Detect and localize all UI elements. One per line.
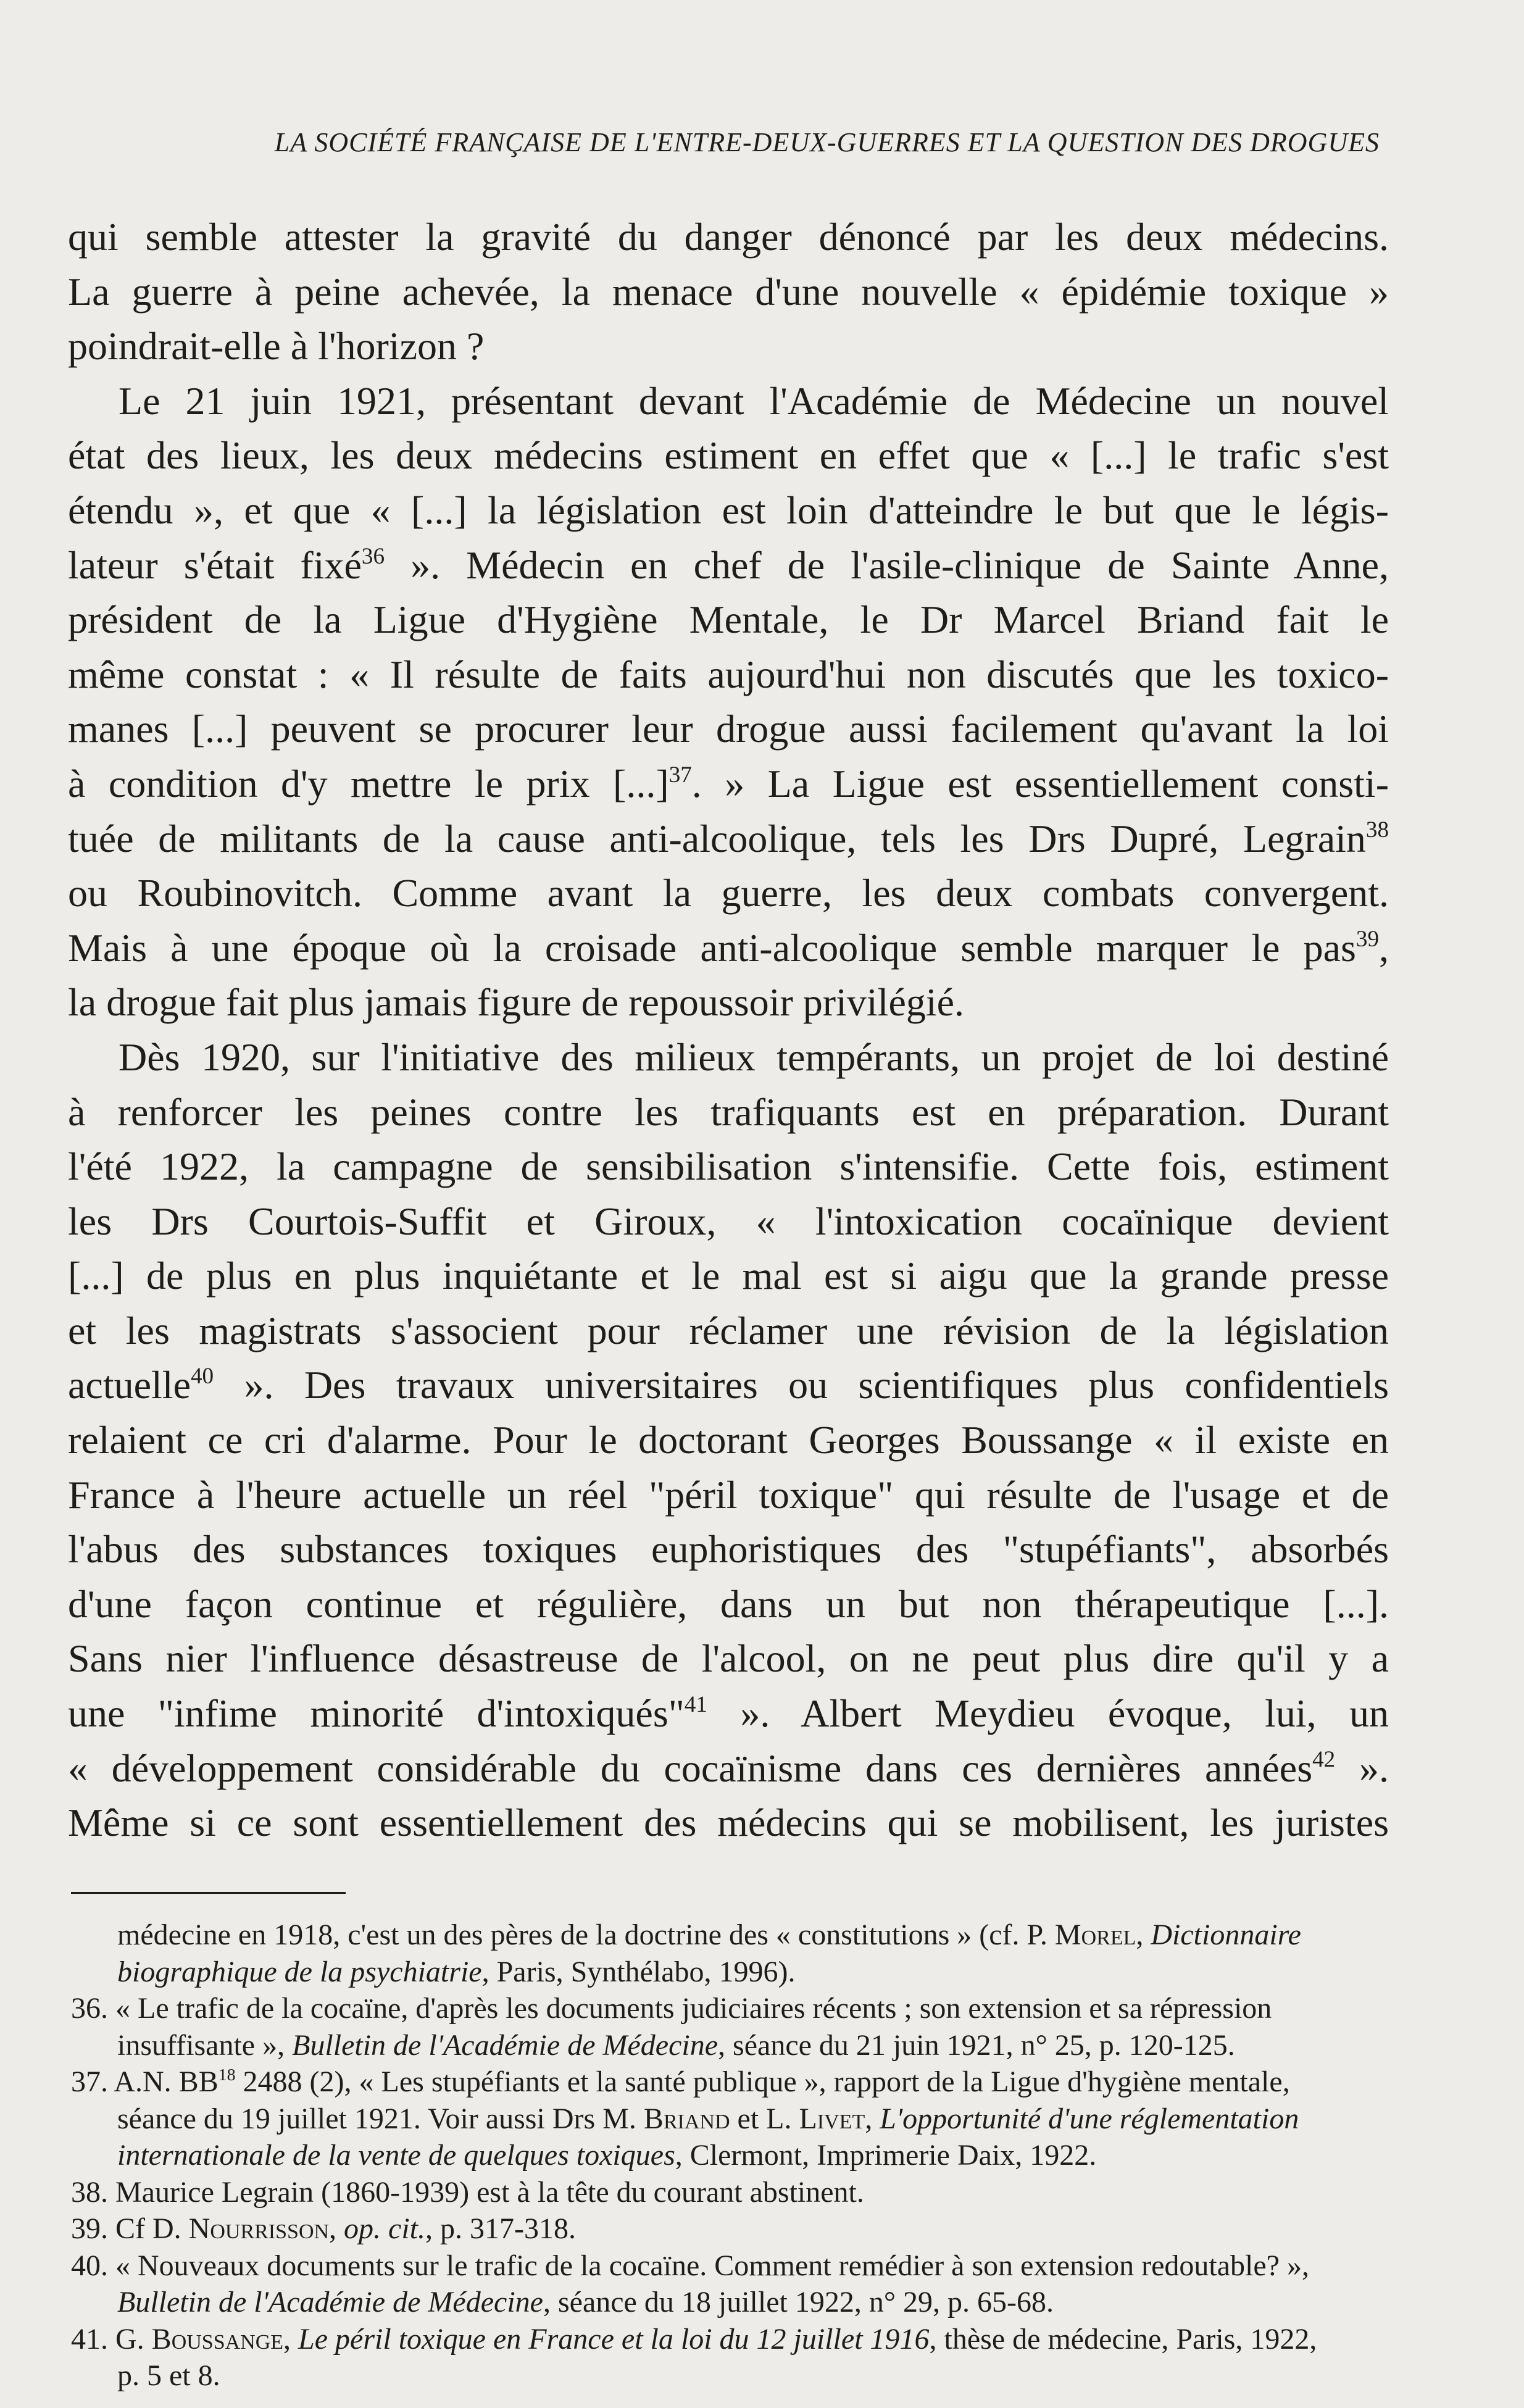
text-run: , thèse de médecine, Paris, 1922, xyxy=(929,2322,1317,2356)
footnote-ref[interactable]: 36 xyxy=(361,543,385,569)
footnote-ref[interactable]: 37 xyxy=(668,762,692,788)
text-run: , p. 317-318. xyxy=(425,2212,577,2245)
text-run: tuée de militants de la cause anti-alcoolique, tels les Drs Dupré, Legrain xyxy=(68,816,1366,860)
title-italic: biographique de la psychiatrie xyxy=(117,1955,482,1988)
footnote-line xyxy=(71,2284,1417,2321)
text-line: Sans nier l'influence désastreuse de l'alcool, on ne peut plus dire qu'il y a xyxy=(68,1636,1389,1681)
title-italic: Bulletin de l'Académie de Médecine xyxy=(292,2028,718,2062)
text-line: les Drs Courtois-Suffit et Giroux, « l'intoxication cocaïnique devient xyxy=(68,1199,1389,1243)
text-line: [...] de plus en plus inquiétante et le mal est si aigu que la grande presse xyxy=(68,1254,1389,1298)
text-line xyxy=(68,1741,1389,1796)
text-line: poindrait-elle à l'horizon ? xyxy=(68,324,485,369)
text-run: « développement considérable du cocaïnisme dans ces dernières années xyxy=(68,1746,1313,1790)
footnote-41 xyxy=(71,2321,1417,2358)
text-run: 39. Cf D. xyxy=(71,2212,189,2245)
text-run: séance du 19 juillet 1921. Voir aussi Drs M. xyxy=(117,2102,644,2135)
text-run: , Paris, Synthélabo, 1996). xyxy=(481,1955,796,1988)
footnote-40: 40. « Nouveaux documents sur le trafic de la cocaïne. Comment remédier à son extension redoutable? », xyxy=(71,2249,1309,2282)
author-name: Morel xyxy=(1054,1918,1136,1951)
paragraph-start: Dès 1920, sur l'initiative des milieux tempérants, un projet de loi destiné xyxy=(119,1035,1389,1079)
text-run: actuelle xyxy=(68,1363,191,1407)
text-line: étendu », et que « [...] la législation est loin d'atteindre le but que le légis- xyxy=(68,488,1389,532)
text-line: France à l'heure actuelle un réel "péril toxique" qui résulte de l'usage et de xyxy=(68,1472,1389,1517)
text-line: manes [...] peuvent se procurer leur drogue aussi facilement qu'avant la loi xyxy=(68,707,1389,751)
title-italic: internationale de la vente de quelques toxiques xyxy=(117,2139,675,2172)
text-run: insuffisante », xyxy=(117,2028,293,2062)
footnote-line: p. 5 et 8. xyxy=(117,2359,220,2392)
paragraph-start: Le 21 juin 1921, présentant devant l'Académie de Médecine un nouvel xyxy=(119,378,1389,423)
text-run: , xyxy=(1379,925,1389,970)
footnote-37 xyxy=(71,2064,1417,2101)
text-line: à renforcer les peines contre les trafiquants est en préparation. Durant xyxy=(68,1089,1389,1134)
footnote-line xyxy=(71,1954,1417,1991)
text-run: une "infime minorité d'intoxiqués" xyxy=(68,1691,685,1736)
text-run: Mais à une époque où la croisade anti-alcoolique semble marquer le pas xyxy=(68,925,1356,970)
text-line xyxy=(68,1686,1389,1741)
footnote-ref[interactable]: 42 xyxy=(1312,1746,1336,1772)
footnote-38: 38. Maurice Legrain (1860-1939) est à la tête du courant abstinent. xyxy=(71,2175,864,2209)
text-line: l'abus des substances toxiques euphoristiques des "stupéfiants", absorbés xyxy=(68,1527,1389,1572)
text-run: , xyxy=(329,2212,344,2245)
footnote-line xyxy=(71,2137,1417,2174)
text-line xyxy=(68,757,1389,812)
footnote-39 xyxy=(71,2210,1417,2248)
author-name: Boussange xyxy=(151,2322,284,2356)
footnote-ref[interactable]: 40 xyxy=(190,1364,214,1389)
text-line xyxy=(68,538,1389,593)
text-line xyxy=(68,812,1389,867)
text-line xyxy=(68,921,1389,976)
text-line: même constat : « Il résulte de faits aujourd'hui non discutés que les toxico- xyxy=(68,652,1389,696)
text-line: relaient ce cri d'alarme. Pour le doctorant Georges Boussange « il existe en xyxy=(68,1418,1389,1462)
author-name: Nourrisson xyxy=(188,2212,330,2245)
footnote-ref[interactable]: 38 xyxy=(1365,817,1389,843)
title-italic: op. cit. xyxy=(344,2212,426,2245)
text-line xyxy=(68,1358,1389,1413)
text-run: ». Médecin en chef de l'asile-clinique de Sainte Anne, xyxy=(385,543,1389,587)
text-line: la drogue fait plus jamais figure de repoussoir privilégié. xyxy=(68,980,965,1025)
footnotes xyxy=(71,1917,1417,2394)
text-run: 41. G. xyxy=(71,2322,152,2356)
text-line: qui semble attester la gravité du danger dénoncé par les deux médecins. xyxy=(68,215,1389,259)
text-line: d'une façon continue et régulière, dans un but non thérapeutique [...]. xyxy=(68,1581,1389,1626)
text-run: , séance du 18 juillet 1922, n° 29, p. 65-68. xyxy=(543,2286,1054,2318)
text-run: ». Des travaux universitaires ou scientifiques plus confidentiels xyxy=(214,1363,1389,1407)
text-run: , xyxy=(1136,1918,1151,1951)
text-line: Même si ce sont essentiellement des médecins qui se mobilisent, les juristes xyxy=(68,1801,1389,1845)
footnote-ref[interactable]: 41 xyxy=(684,1691,707,1717)
text-line: ou Roubinovitch. Comme avant la guerre, les deux combats convergent. xyxy=(68,871,1389,915)
text-line: président de la Ligue d'Hygiène Mentale, le Dr Marcel Briand fait le xyxy=(68,598,1389,642)
title-italic: Dictionnaire xyxy=(1151,1918,1301,1951)
text-run: lateur s'était fixé xyxy=(68,543,362,587)
title-italic: L'opportunité d'une réglementation xyxy=(880,2102,1299,2135)
footnote-separator xyxy=(71,1892,346,1894)
text-line: et les magistrats s'associent pour réclamer une révision de la législation xyxy=(68,1308,1389,1352)
footnote-line xyxy=(71,2027,1417,2064)
footnote-36: 36. « Le trafic de la cocaïne, d'après les documents judiciaires récents ; son extension et sa répression xyxy=(71,1992,1272,2025)
text-run: , xyxy=(283,2322,299,2356)
text-line: état des lieux, les deux médecins estiment en effet que « [...] le trafic s'est xyxy=(68,433,1389,478)
footnote-line xyxy=(71,1917,1417,1954)
series-superscript: 18 xyxy=(218,2065,236,2085)
text-run: . » La Ligue est essentiellement consti- xyxy=(691,761,1389,806)
footnote-ref[interactable]: 39 xyxy=(1355,926,1379,952)
author-name: Livet xyxy=(799,2102,865,2135)
title-italic: Le péril toxique en France et la loi du 12 juillet 1916 xyxy=(298,2322,930,2356)
text-run: 37. A.N. BB xyxy=(71,2065,219,2098)
text-run: ». xyxy=(1335,1746,1389,1790)
text-run: , xyxy=(865,2102,880,2135)
text-line: La guerre à peine achevée, la menace d'une nouvelle « épidémie toxique » xyxy=(68,269,1389,314)
text-run: ». Albert Meydieu évoque, lui, un xyxy=(707,1691,1389,1736)
text-line: l'été 1922, la campagne de sensibilisation s'intensifie. Cette fois, estiment xyxy=(68,1144,1389,1189)
text-run: 2488 (2), « Les stupéfiants et la santé publique », rapport de la Ligue d'hygiène mentale, xyxy=(235,2065,1290,2098)
text-run: à condition d'y mettre le prix [...] xyxy=(68,761,669,806)
author-name: Briand xyxy=(643,2102,730,2135)
running-head: LA SOCIÉTÉ FRANÇAISE DE L'ENTRE-DEUX-GUERRES ET LA QUESTION DES DROGUES xyxy=(274,127,1380,157)
text-run: , séance du 21 juin 1921, n° 25, p. 120-125. xyxy=(718,2028,1235,2062)
text-run: et L. xyxy=(730,2102,799,2135)
title-italic: Bulletin de l'Académie de Médecine xyxy=(117,2286,543,2318)
text-run: , Clermont, Imprimerie Daix, 1922. xyxy=(675,2139,1097,2172)
body-text xyxy=(68,210,1389,1851)
footnote-line xyxy=(71,2101,1417,2138)
text-run: médecine en 1918, c'est un des pères de la doctrine des « constitutions » (cf. P. xyxy=(117,1918,1055,1951)
